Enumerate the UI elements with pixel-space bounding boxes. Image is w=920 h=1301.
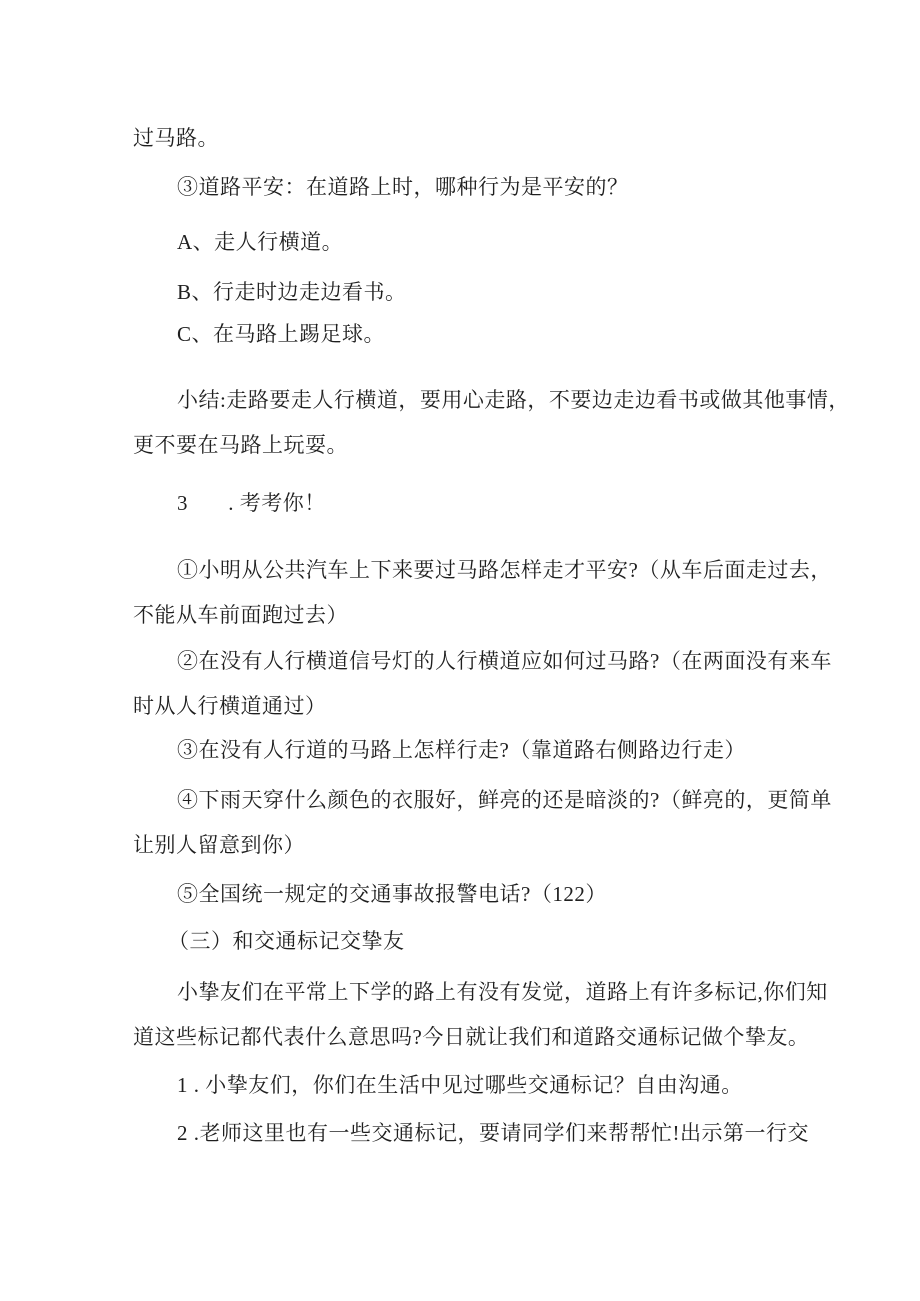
text-line: 3 . 考考你！ (177, 491, 326, 515)
text-line: 1 . 小挚友们，你们在生活中见过哪些交通标记？自由沟通。 (177, 1073, 743, 1097)
text-line: ⑤全国统一规定的交通事故报警电话?（122） (177, 882, 607, 906)
text-line: 过马路。 (133, 126, 219, 150)
text-line: 小结:走路要走人行横道，要用心走路，不要边走边看书或做其他事情， (177, 388, 850, 412)
text-line: 更不要在马路上玩耍。 (133, 433, 348, 457)
text-line: A、走人行横道。 (177, 230, 344, 254)
text-line: 小挚友们在平常上下学的路上有没有发觉，道路上有许多标记,你们知 (177, 980, 828, 1004)
text-line: ①小明从公共汽车上下来要过马路怎样走才平安?（从车后面走过去， (177, 558, 832, 582)
text-line: ②在没有人行横道信号灯的人行横道应如何过马路?（在两面没有来车 (177, 649, 832, 673)
text-line: ③在没有人行道的马路上怎样行走?（靠道路右侧路边行走） (177, 738, 746, 762)
text-line: 道这些标记都代表什么意思吗?今日就让我们和道路交通标记做个挚友。 (133, 1025, 810, 1049)
text-line: 2 .老师这里也有一些交通标记，要请同学们来帮帮忙!出示第一行交 (177, 1121, 809, 1145)
text-line: ④下雨天穿什么颜色的衣服好，鲜亮的还是暗淡的?（鲜亮的，更简单 (177, 788, 832, 812)
text-line: C、在马路上踢足球。 (177, 322, 386, 346)
text-line: B、行走时边走边看书。 (177, 280, 407, 304)
text-line: 不能从车前面跑过去） (133, 603, 348, 627)
text-line: 时从人行横道通过） (133, 694, 327, 718)
text-line: （三）和交通标记交挚友 (168, 929, 405, 953)
text-line: ③道路平安：在道路上时，哪种行为是平安的？ (177, 175, 629, 199)
text-line: 让别人留意到你） (133, 833, 305, 857)
